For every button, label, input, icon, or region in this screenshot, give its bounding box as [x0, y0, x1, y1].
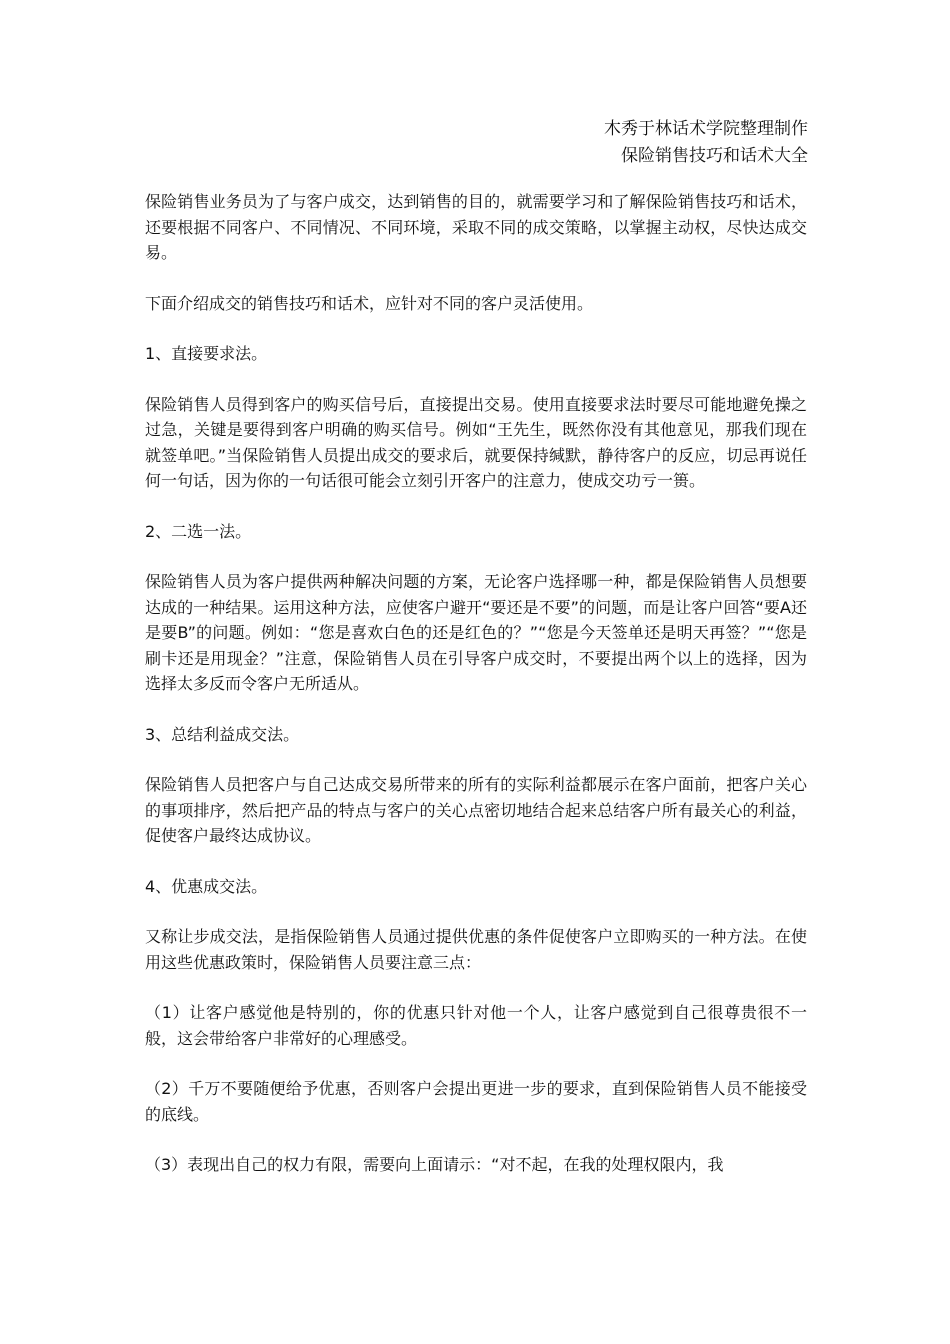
document-title: 保险销售技巧和话术大全: [621, 146, 808, 166]
list-item-2: （2）千万不要随便给予优惠，否则客户会提出更进一步的要求，直到保险销售人员不能接受的底线。: [145, 1079, 807, 1124]
section-body-1: 保险销售人员得到客户的购买信号后，直接提出交易。使用直接要求法时要尽可能地避免操之过急，关键是要得到客户明确的购买信号。例如“王先生，既然你没有其他意见，那我们现在就签单吧。”当保险销售人员提出成交的要求后，就要保持缄默，静待客户的反应，切忌再说任何一句话，因为你的一句话很可能会立刻引开客户的注意力，使成交功亏一篑。: [145, 394, 807, 490]
list-item-3: （3）表现出自己的权力有限，需要向上面请示：“对不起，在我的处理权限内，我: [145, 1155, 724, 1174]
document-body: [145, 189, 807, 1203]
section-body-2: 保险销售人员为客户提供两种解决问题的方案，无论客户选择哪一种，都是保险销售人员想要达成的一种结果。运用这种方法，应使客户避开“要还是不要”的问题，而是让客户回答“要A还是要B”的问题。例如：“您是喜欢白色的还是红色的？”“您是今天签单还是明天再签？”“您是刷卡还是用现金？”注意，保险销售人员在引导客户成交时，不要提出两个以上的选择，因为选择太多反而令客户无所适从。: [145, 572, 807, 693]
list-item-1: （1）让客户感觉他是特别的，你的优惠只针对他一个人，让客户感觉到自己很尊贵很不一般，这会带给客户非常好的心理感受。: [145, 1003, 807, 1048]
header-credit: 木秀于林话术学院整理制作: [604, 119, 808, 139]
section-heading-2: 2、二选一法。: [145, 521, 252, 541]
section-body-4: 又称让步成交法，是指保险销售人员通过提供优惠的条件促使客户立即购买的一种方法。在使用这些优惠政策时，保险销售人员要注意三点：: [145, 927, 807, 972]
section-heading-3: 3、总结利益成交法。: [145, 724, 300, 744]
section-heading-1: 1、直接要求法。: [145, 344, 268, 363]
document-header: [604, 116, 808, 170]
section-body-3: 保险销售人员把客户与自己达成交易所带来的所有的实际利益都展示在客户面前，把客户关心的事项排序，然后把产品的特点与客户的关心点密切地结合起来总结客户所有最关心的利益，促使客户最终达成协议。: [145, 775, 807, 845]
intro-note: 下面介绍成交的销售技巧和话术，应针对不同的客户灵活使用。: [145, 293, 594, 313]
intro-paragraph: 保险销售业务员为了与客户成交，达到销售的目的，就需要学习和了解保险销售技巧和话术，还要根据不同客户、不同情况、不同环境，采取不同的成交策略，以掌握主动权，尽快达成交易。: [145, 192, 807, 262]
section-heading-4: 4、优惠成交法。: [145, 876, 268, 896]
